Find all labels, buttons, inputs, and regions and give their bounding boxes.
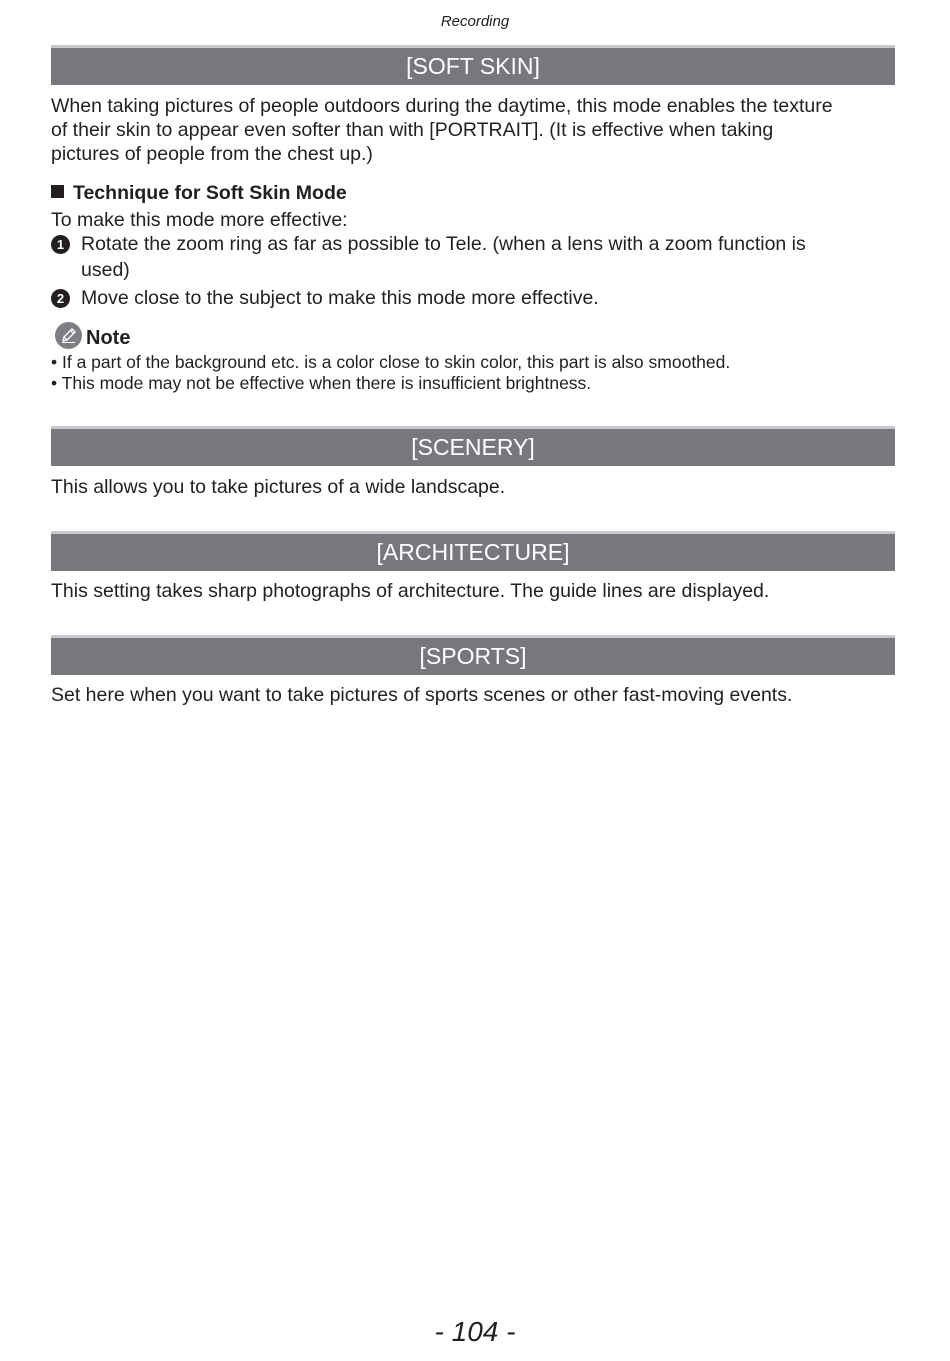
running-header: Recording: [440, 13, 510, 30]
step-line: Rotate the zoom ring as far as possible to Tele. (when a lens with a zoom function is: [81, 233, 806, 255]
pencil-icon: [55, 322, 82, 349]
step-line: Move close to the subject to make this mode more effective.: [81, 287, 599, 309]
step-1: [51, 231, 901, 285]
note-label: Note: [86, 327, 131, 349]
technique-heading: [51, 181, 347, 205]
note-item: • If a part of the background etc. is a color close to skin color, this part is also smoothed.: [51, 352, 731, 372]
section-title-scenery: [SCENERY]: [51, 426, 895, 466]
soft-skin-description: [51, 94, 901, 166]
scenery-description: This allows you to take pictures of a wide landscape.: [51, 476, 506, 498]
step-line: used): [81, 259, 130, 281]
step-2: [51, 285, 901, 313]
architecture-description: This setting takes sharp photographs of architecture. The guide lines are displayed.: [51, 580, 770, 602]
technique-intro: To make this mode more effective:: [51, 209, 348, 231]
section-title-sports: [SPORTS]: [51, 635, 895, 675]
section-title-architecture: [ARCHITECTURE]: [51, 531, 895, 571]
step-number-2-icon: 2: [51, 289, 70, 308]
paragraph-line: When taking pictures of people outdoors during the daytime, this mode enables the texture: [51, 95, 833, 117]
step-2-text: [81, 285, 901, 311]
paragraph-line: pictures of people from the chest up.): [51, 143, 373, 165]
section-title-soft-skin: [SOFT SKIN]: [51, 45, 895, 85]
step-number-1-icon: 1: [51, 235, 70, 254]
square-bullet-icon: [51, 185, 64, 198]
page-number: - 104 -: [434, 1316, 516, 1347]
step-1-text: [81, 231, 901, 283]
note-item: • This mode may not be effective when there is insufficient brightness.: [51, 373, 592, 393]
sports-description: Set here when you want to take pictures of sports scenes or other fast-moving events.: [51, 684, 793, 706]
technique-heading-text: Technique for Soft Skin Mode: [73, 182, 347, 204]
paragraph-line: of their skin to appear even softer than with [PORTRAIT]. (It is effective when taking: [51, 119, 774, 141]
